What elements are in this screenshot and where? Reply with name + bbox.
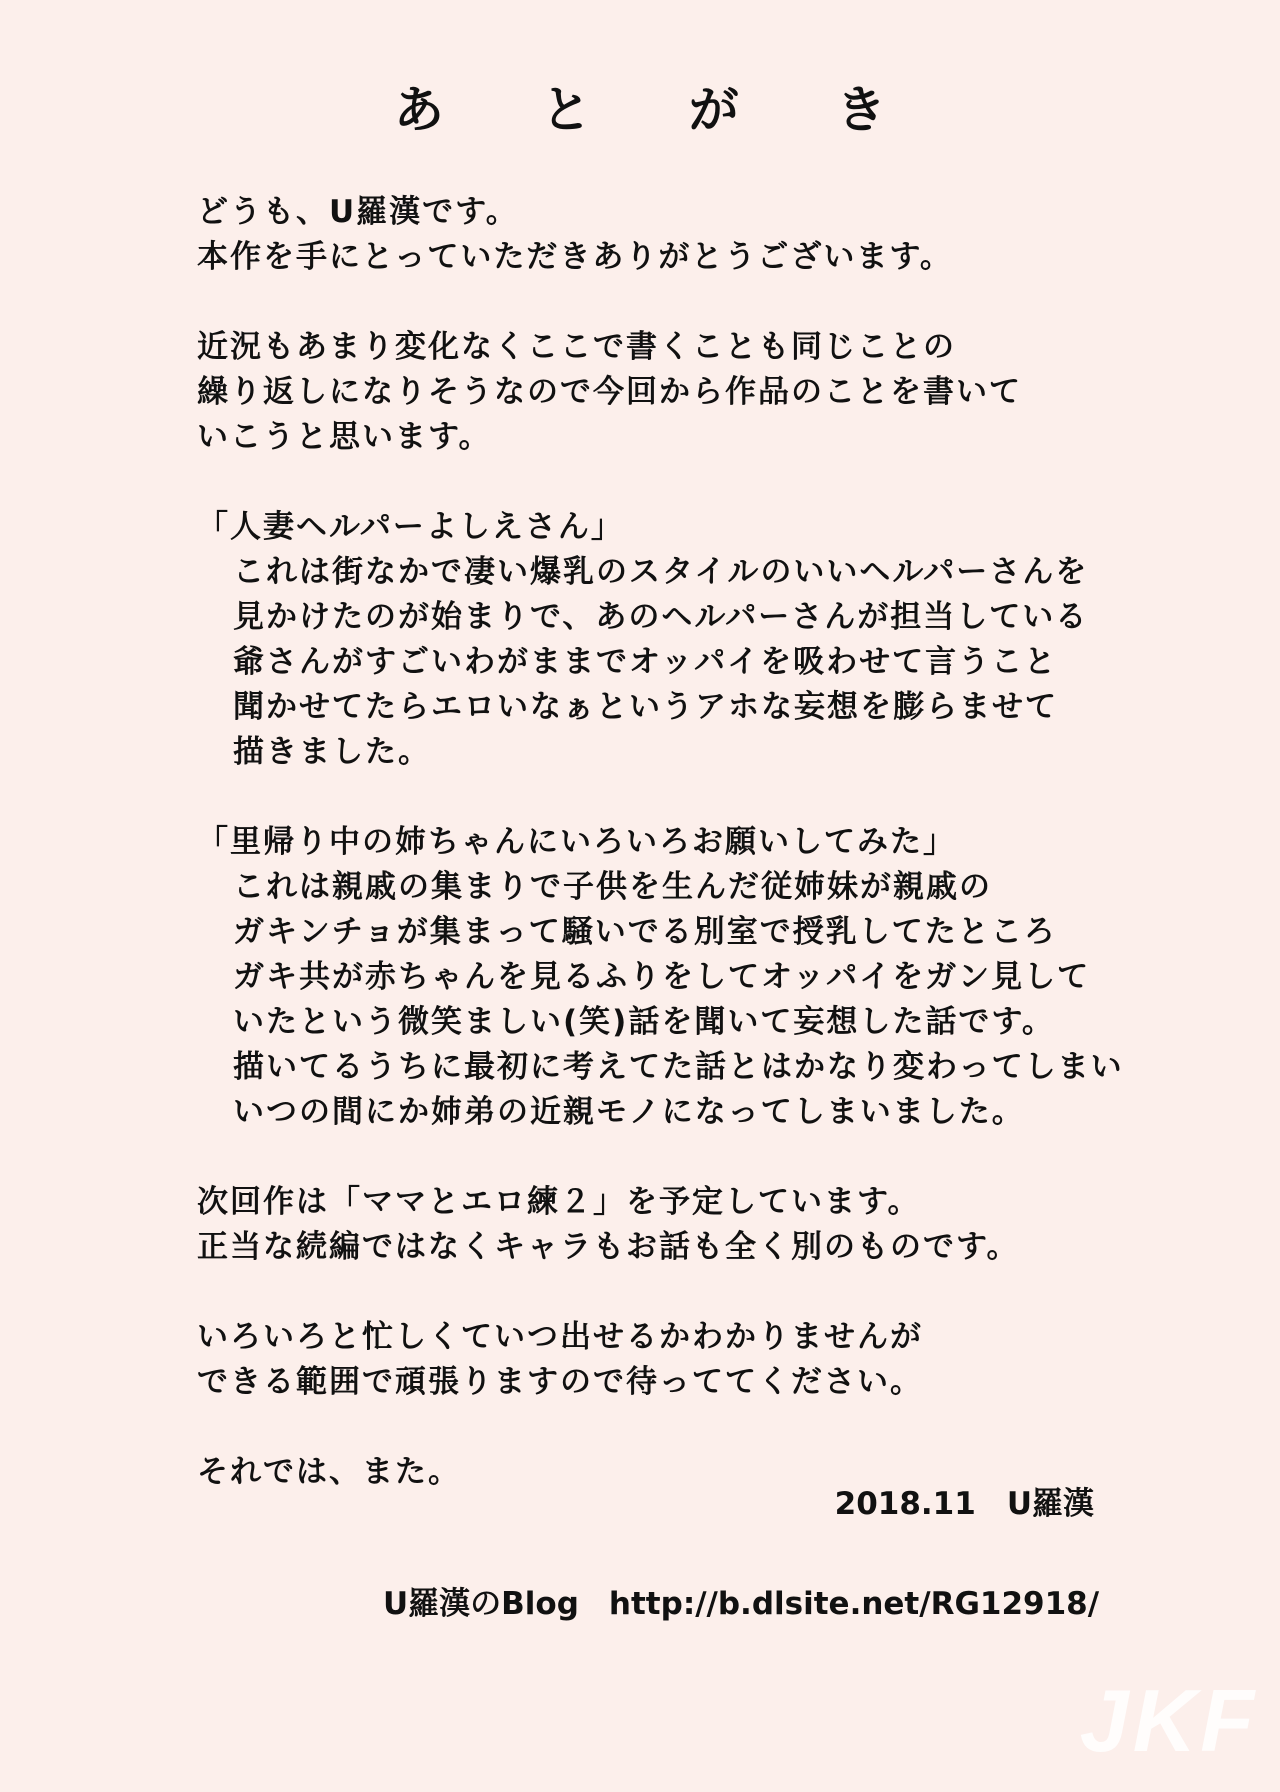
text-line: これは親戚の集まりで子供を生んだ従姉妹が親戚の (233, 869, 992, 905)
text-line: それでは、また。 (197, 1454, 461, 1490)
text-line: 正当な続編ではなくキャラもお話も全く別のものです。 (197, 1229, 1020, 1265)
text-line: 近況もあまり変化なくここで書くことも同じことの (197, 329, 956, 365)
afterword-body (197, 190, 1197, 1495)
paragraph-gap (197, 460, 1197, 505)
text-line: ガキ共が赤ちゃんを見るふりをしてオッパイをガン見して (233, 959, 1091, 995)
text-line: どうも、U羅漢です。 (197, 194, 519, 230)
text-line: 見かけたのが始まりで、あのヘルパーさんが担当している (233, 599, 1089, 635)
text-line: ガキンチョが集まって騒いでる別室で授乳してたところ (233, 914, 1057, 950)
signature: 2018.11 U羅漢 (834, 1486, 1094, 1522)
blog-url-link[interactable]: http://b.dlsite.net/RG12918/ (608, 1586, 1100, 1622)
paragraph-gap (197, 1270, 1197, 1315)
text-line: いたという微笑ましい(笑)話を聞いて妄想した話です。 (233, 1004, 1055, 1040)
text-line: いろいろと忙しくていつ出せるかわかりませんが (197, 1319, 923, 1355)
watermark-logo: JKF (1079, 1671, 1258, 1770)
text-line: 本作を手にとっていただきありがとうございます。 (197, 239, 953, 275)
text-line: いつの間にか姉弟の近親モノになってしまいました。 (233, 1094, 1025, 1130)
text-line: いこうと思います。 (197, 419, 492, 455)
text-line: 次回作は「ママとエロ練２」を予定しています。 (197, 1184, 921, 1220)
paragraph-gap (197, 280, 1197, 325)
text-line: 描きました。 (233, 734, 431, 770)
text-line: 描いてるうちに最初に考えてた話とはかなり変わってしまい (233, 1049, 1124, 1085)
blog-label: U羅漢のBlog (383, 1586, 579, 1622)
text-line: 聞かせてたらエロいなぁというアホな妄想を膨らませて (233, 689, 1058, 725)
text-line: 繰り返しになりそうなので今回から作品のことを書いて (197, 374, 1022, 410)
blog-line (383, 1578, 1099, 1623)
paragraph-gap (197, 775, 1197, 820)
page-title: あ と が き (393, 81, 927, 139)
paragraph-gap (197, 1405, 1197, 1450)
text-line: 「人妻ヘルパーよしえさん」 (197, 509, 624, 545)
paragraph-gap (197, 1135, 1197, 1180)
text-line: これは街なかで凄い爆乳のスタイルのいいヘルパーさんを (233, 554, 1089, 590)
text-line: できる範囲で頑張りますので待っててください。 (197, 1364, 923, 1400)
text-line: 爺さんがすごいわがままでオッパイを吸わせて言うこと (233, 644, 1058, 680)
text-line: 「里帰り中の姉ちゃんにいろいろお願いしてみた」 (197, 824, 956, 860)
